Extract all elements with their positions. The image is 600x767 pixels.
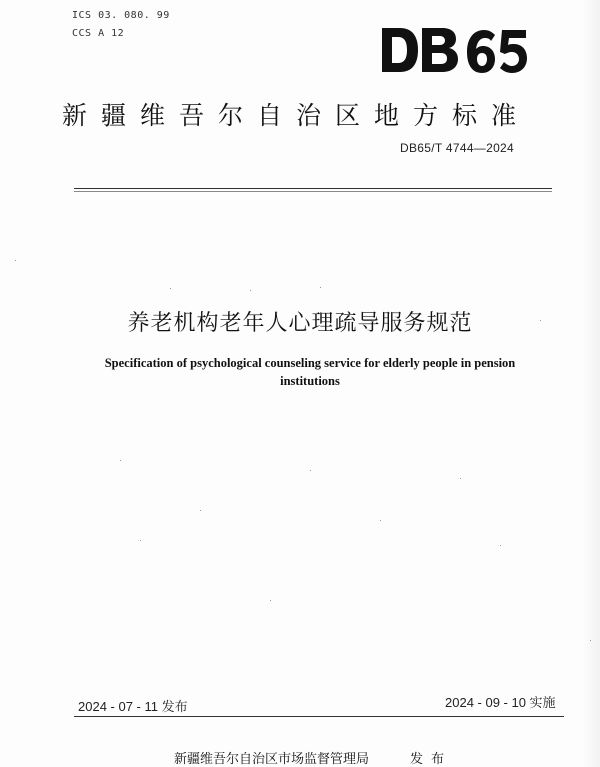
scan-speck [250,290,251,291]
scan-speck [200,510,201,511]
scan-speck [310,470,311,471]
scan-speck [460,478,461,479]
title-english-line-2: institutions [280,374,340,388]
title-chinese: 养老机构老年人心理疏导服务规范 [127,311,473,336]
title-english [60,354,560,390]
scan-speck [590,640,591,641]
scan-speck [320,287,321,288]
release-date: 2024 - 07 - 11 发布 [78,699,188,714]
ccs-code: CCS A 12 [72,28,125,39]
ics-code: ICS 03. 080. 99 [72,10,170,21]
top-divider-thin [74,191,552,192]
scan-speck [380,520,381,521]
issuer-title: 新疆维吾尔自治区地方标准 [62,101,531,130]
db65-logo [380,24,530,76]
issuing-authority: 新疆维吾尔自治区市场监督管理局 [174,752,370,767]
implementation-date: 2024 - 09 - 10 实施 [445,695,556,710]
scan-speck [170,288,171,289]
title-english-line-1: Specification of psychological counseling service for elderly people in pension [104,356,516,370]
publish-label: 发布 [410,752,453,767]
scan-speck [15,260,16,261]
standard-number: DB65/T 4744—2024 [400,141,514,155]
scan-shadow [582,0,600,767]
bottom-divider [74,716,564,717]
scan-speck [270,600,271,601]
scan-speck [120,460,121,461]
top-divider [74,188,552,189]
scan-speck [500,545,501,546]
scan-speck [540,320,541,321]
scan-speck [140,540,141,541]
